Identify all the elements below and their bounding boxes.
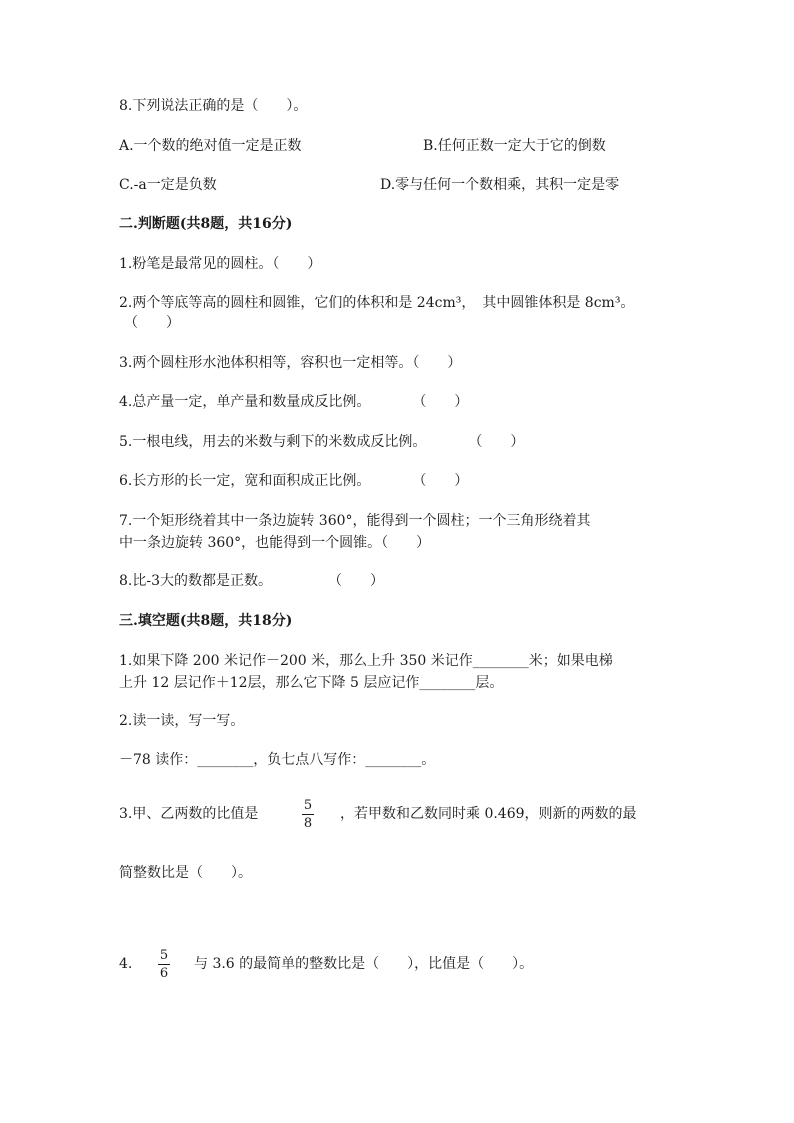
judge-question-7-line-1: 7.一个矩形绕着其中一条边旋转 360°，能得到一个圆柱；一个三角形绕着其 bbox=[119, 513, 591, 529]
fraction-bar bbox=[158, 964, 170, 965]
fill-question-2-subline: －78 读作：________，负七点八写作：________。 bbox=[119, 752, 436, 768]
fill-question-1-line-1: 1.如果下降 200 米记作－200 米，那么上升 350 米记作________米；如果电梯 bbox=[119, 653, 613, 669]
fill-question-3-fraction bbox=[302, 798, 314, 831]
fill-question-3-part-2: ，若甲数和乙数同时乘 0.469，则新的两数的最 bbox=[340, 806, 637, 822]
judge-question-5: 5.一根电线，用去的米数与剩下的米数成反比例。 （ ） bbox=[119, 434, 525, 450]
judge-section-heading: 二.判断题(共8题，共16分) bbox=[119, 216, 293, 232]
judge-question-2-line-2: （ ） bbox=[124, 315, 180, 331]
mc-question-8: 8.下列说法正确的是（ ）。 bbox=[119, 98, 308, 114]
option-c: C.-a一定是负数 bbox=[119, 177, 217, 193]
fraction-denominator: 8 bbox=[303, 816, 313, 831]
judge-question-4: 4.总产量一定，单产量和数量成反比例。 （ ） bbox=[119, 394, 469, 410]
option-b: B.任何正数一定大于它的倒数 bbox=[423, 138, 606, 154]
fraction-denominator: 6 bbox=[159, 966, 169, 981]
option-a: A.一个数的绝对值一定是正数 bbox=[119, 138, 302, 154]
fill-question-4-fraction bbox=[158, 948, 170, 981]
judge-question-2-line-1: 2.两个等底等高的圆柱和圆锥，它们的体积和是 24cm³， 其中圆锥体积是 8cm³。 bbox=[119, 295, 635, 311]
fill-question-3-part-1: 3.甲、乙两数的比值是 bbox=[119, 806, 259, 822]
fill-question-3-line-2: 简整数比是（ ）。 bbox=[119, 865, 252, 881]
option-d: D.零与任何一个数相乘，其积一定是零 bbox=[380, 177, 620, 193]
fill-section-heading: 三.填空题(共8题，共18分) bbox=[119, 613, 293, 629]
fill-question-4-text: 与 3.6 的最简单的整数比是（ ），比值是（ ）。 bbox=[194, 956, 534, 972]
judge-question-6: 6.长方形的长一定，宽和面积成正比例。 （ ） bbox=[119, 473, 469, 489]
fill-question-4-label: 4. bbox=[119, 956, 133, 972]
fraction-bar bbox=[302, 814, 314, 815]
fill-question-2: 2.读一读，写一写。 bbox=[119, 713, 245, 729]
fraction-numerator: 5 bbox=[159, 948, 169, 963]
judge-question-1: 1.粉笔是最常见的圆柱。（ ） bbox=[119, 256, 322, 272]
judge-question-7-line-2: 中一条边旋转 360°，也能得到一个圆锥。（ ） bbox=[119, 535, 431, 551]
fill-question-1-line-2: 上升 12 层记作＋12层，那么它下降 5 层应记作________层。 bbox=[119, 675, 504, 691]
judge-question-8: 8.比-3大的数都是正数。 （ ） bbox=[119, 573, 384, 589]
fraction-numerator: 5 bbox=[303, 798, 313, 813]
judge-question-3: 3.两个圆柱形水池体积相等，容积也一定相等。（ ） bbox=[119, 355, 462, 371]
